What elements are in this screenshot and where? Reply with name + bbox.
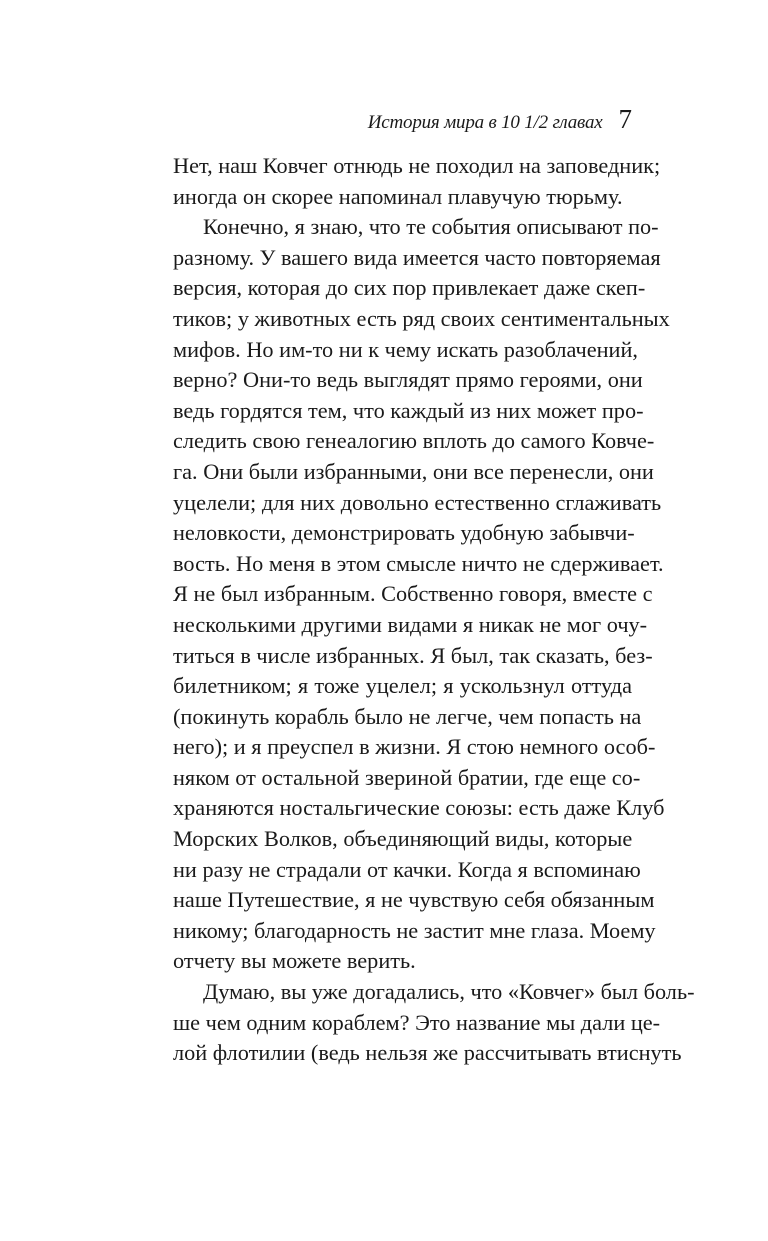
text-line: иногда он скорее напоминал плавучую тюрьму. — [173, 183, 623, 209]
text-line: никому; благодарность не застит мне глаза. Моему — [173, 917, 656, 943]
text-line: храняются ностальгические союзы: есть даже Клуб — [173, 795, 665, 821]
text-line: Нет, наш Ковчег отнюдь не походил на заповедник; — [173, 153, 661, 178]
text-line: ше чем одним кораблем? Это название мы дали це- — [173, 1009, 661, 1035]
page-number: 7 — [618, 104, 632, 134]
text-line: неловкости, демонстрировать удобную забывчи- — [173, 520, 635, 546]
running-title: История мира в 10 1/2 главах — [367, 112, 603, 133]
text-line: вость. Но меня в этом смысле ничто не сдерживает. — [173, 550, 664, 576]
text-line: Думаю, вы уже догадались, что «Ковчег» был боль- — [203, 979, 695, 1005]
body-text — [173, 151, 695, 1069]
text-line: (покинуть корабль было не легче, чем попасть на — [173, 703, 642, 729]
text-line: тиков; у животных есть ряд своих сентиментальных — [173, 305, 670, 331]
text-line: несколькими другими видами я никак не мог очу- — [173, 611, 648, 637]
text-line: версия, которая до сих пор привлекает даже скеп- — [173, 275, 646, 301]
text-line: билетником; я тоже уцелел; я ускользнул оттуда — [173, 673, 632, 699]
running-header — [173, 104, 632, 138]
text-line: ведь гордятся тем, что каждый из них может про- — [173, 397, 644, 423]
text-line: лой флотилии (ведь нельзя же рассчитывать втиснуть — [173, 1040, 682, 1066]
text-line: него); и я преуспел в жизни. Я стою немного особ- — [173, 734, 656, 760]
text-line: няком от остальной звериной братии, где еще со- — [173, 764, 641, 790]
text-line: мифов. Но им-то ни к чему искать разоблачений, — [173, 336, 638, 362]
text-line: следить свою генеалогию вплоть до самого Ковче- — [173, 428, 655, 454]
text-line: титься в числе избранных. Я был, так сказать, без- — [173, 642, 653, 668]
text-line: Конечно, я знаю, что те события описывают по- — [203, 214, 659, 240]
text-line: наше Путешествие, я не чувствую себя обязанным — [173, 887, 655, 913]
text-line: Морских Волков, объединяющий виды, которые — [173, 826, 633, 852]
text-line: ни разу не страдали от качки. Когда я вспоминаю — [173, 856, 641, 882]
text-line: верно? Они-то ведь выглядят прямо героями, они — [173, 367, 643, 393]
text-line: Я не был избранным. Собственно говоря, вместе с — [173, 581, 653, 607]
text-line: отчету вы можете верить. — [173, 948, 416, 974]
text-line: уцелели; для них довольно естественно сглаживать — [173, 489, 662, 515]
text-line: га. Они были избранными, они все перенесли, они — [173, 458, 654, 484]
text-line: разному. У вашего вида имеется часто повторяемая — [173, 244, 661, 270]
